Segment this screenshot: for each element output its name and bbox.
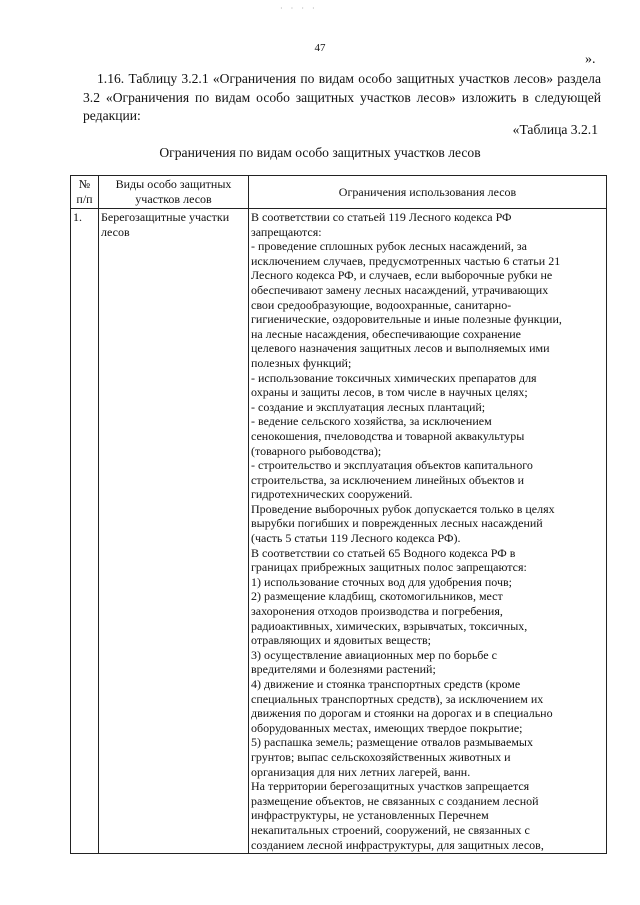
restriction-line: запрещаются:: [251, 224, 322, 239]
table-title: Ограничения по видам особо защитных участков лесов: [159, 145, 481, 160]
restriction-line: исключением случаев, предусмотренных частью 6 статьи 21: [251, 253, 561, 268]
intro-paragraph: 1.16. Таблицу 3.2.1 «Ограничения по видам особо защитных участков лесов» раздела 3.2 «Ограничения по видам особо защитных участков лесов» изложить в следующей редакции:: [83, 71, 601, 123]
restriction-line: вредителями и болезнями растений;: [251, 662, 436, 677]
restriction-line: отравляющих и ядовитых веществ;: [251, 633, 431, 648]
page-number: 47: [314, 42, 326, 54]
restriction-line: гигиенические, оздоровительные и иные полезные функции,: [251, 312, 562, 327]
restriction-line: организация для них летних лагерей, ванн.: [251, 764, 471, 779]
header-restrictions: Ограничения использования лесов: [249, 176, 607, 209]
table-row: [71, 209, 607, 854]
closing-quote: ».: [585, 52, 596, 67]
restriction-line: границах прибрежных защитных полос запрещаются:: [251, 560, 527, 575]
table-reference: «Таблица 3.2.1: [512, 122, 598, 137]
header-forest-type: Виды особо защитных участков лесов: [99, 176, 249, 209]
restriction-line: захоронения отходов производства и погребения,: [251, 604, 503, 619]
restriction-line: созданием лесной инфраструктуры, для защитных лесов,: [251, 837, 544, 852]
row-restrictions: [249, 209, 607, 854]
page-bottom-margin: [0, 880, 640, 905]
restriction-line: гидротехнических сооружений.: [251, 487, 413, 502]
restriction-line: вырубки погибших и поврежденных лесных насаждений: [251, 516, 543, 531]
restriction-line: оборудованных местах, имеющих твердое покрытие;: [251, 720, 523, 735]
restrictions-table: [70, 175, 607, 854]
restriction-line: на лесные насаждения, обеспечивающие сохранение: [251, 326, 521, 341]
scan-artifact: · · · ·: [280, 4, 318, 13]
restriction-line: 3) осуществление авиационных мер по борьбе с: [251, 647, 497, 662]
restriction-line: размещение объектов, не связанных с созданием лесной: [251, 793, 539, 808]
restriction-line: 4) движение и стоянка транспортных средств (кроме: [251, 677, 521, 691]
restriction-line: 2) размещение кладбищ, скотомогильников, мест: [251, 589, 503, 604]
restriction-line: - использование токсичных химических препаратов для: [251, 370, 537, 385]
restriction-line: движения по дорогам и стоянки на дорогах и в специально: [251, 706, 553, 721]
restriction-line: 1) использование сточных вод для удобрения почв;: [251, 574, 513, 589]
restriction-line: сенокошения, пчеловодства и товарной аквакультуры: [251, 428, 525, 443]
row-number: 1.: [71, 209, 99, 854]
restriction-line: - проведение сплошных рубок лесных насаждений, за: [251, 239, 527, 254]
restriction-line: - создание и эксплуатация лесных плантаций;: [251, 399, 486, 414]
restriction-line: строительства, за исключением линейных объектов и: [251, 472, 525, 487]
restriction-line: Лесного кодекса РФ, и случаев, если выборочные рубки не: [251, 268, 553, 283]
restriction-line: - строительство и эксплуатация объектов капитального: [251, 458, 533, 473]
restriction-line: 5) распашка земель; размещение отвалов размываемых: [251, 735, 533, 750]
restriction-line: целевого назначения защитных лесов и выполняемых ими: [251, 341, 550, 356]
restriction-line: радиоактивных, химических, взрывчатых, токсичных,: [251, 618, 528, 633]
restriction-line: Проведение выборочных рубок допускается только в целях: [251, 501, 555, 516]
restriction-line: (часть 5 статьи 119 Лесного кодекса РФ).: [251, 531, 461, 546]
restriction-line: инфраструктуры, не установленных Перечнем: [251, 808, 489, 823]
restriction-line: охраны и защиты лесов, в том числе в научных целях;: [251, 385, 528, 400]
header-number: № п/п: [71, 176, 99, 209]
restriction-line: В соответствии со статьей 119 Лесного кодекса РФ: [251, 210, 512, 224]
restriction-line: свои средообразующие, водоохранные, санитарно-: [251, 297, 512, 312]
restriction-line: некапитальных строений, сооружений, не связанных с: [251, 822, 530, 837]
row-forest-type: Берегозащитные участки лесов: [99, 209, 249, 854]
restriction-line: - ведение сельского хозяйства, за исключением: [251, 414, 492, 429]
table-header-row: [71, 176, 607, 209]
restriction-line: специальных транспортных средств), за исключением их: [251, 691, 544, 706]
restriction-line: (товарного рыбоводства);: [251, 443, 382, 458]
restriction-line: В соответствии со статьей 65 Водного кодекса РФ в: [251, 545, 516, 560]
restriction-line: На территории берегозащитных участков запрещается: [251, 779, 530, 794]
restriction-line: грунтов; выпас сельскохозяйственных животных и: [251, 749, 511, 764]
restriction-line: полезных функций;: [251, 355, 352, 370]
restriction-line: обеспечивают замену лесных насаждений, утрачивающих: [251, 282, 549, 297]
